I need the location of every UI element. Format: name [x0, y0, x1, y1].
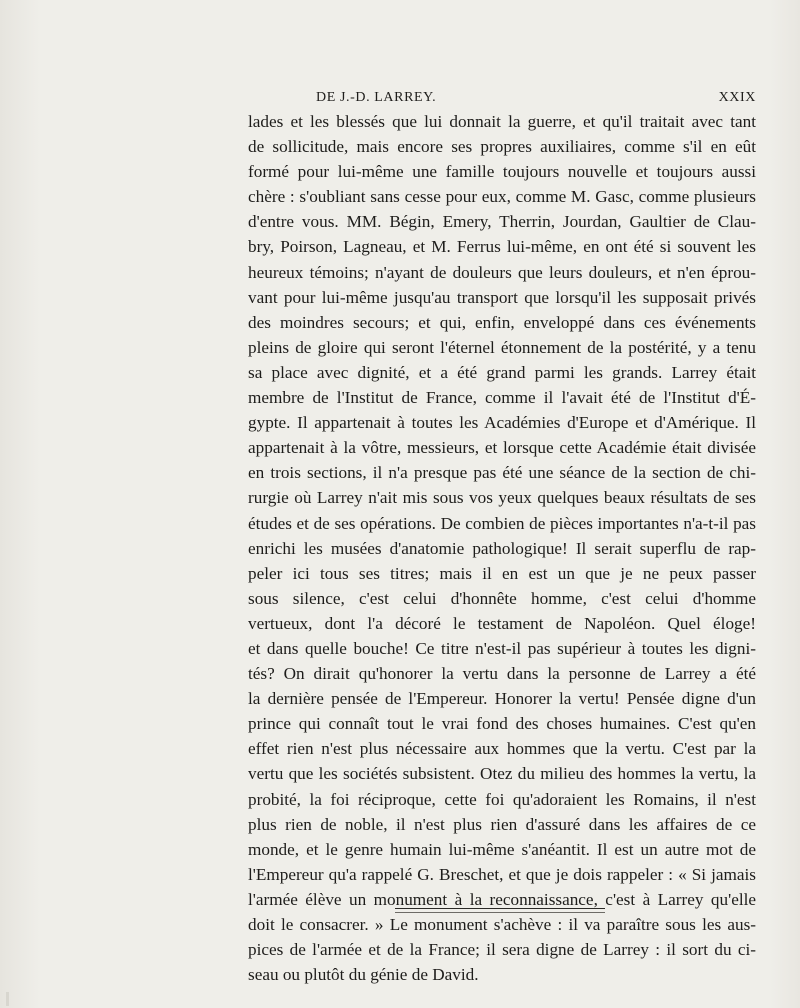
- text-line: doit le consacrer. » Le monument s'achève : il va paraître sous les aus-: [248, 915, 756, 934]
- text-line: probité, la foi réciproque, cette foi qu'adoraient les Romains, il n'est: [248, 789, 756, 809]
- body-paragraph: [248, 109, 756, 987]
- text-line: vertu que les sociétés subsistent. Otez du milieu des hommes la vertu, la: [248, 764, 756, 784]
- text-line: pleins de gloire qui seront l'éternel étonnement de la postérité, y a tenu: [248, 337, 756, 357]
- text-line: membre de l'Institut de France, comme il l'avait été de l'Institut d'É-: [248, 388, 756, 408]
- text-line: enrichi les musées d'anatomie pathologique! Il serait superflu de rap-: [248, 538, 756, 558]
- text-line: études et de ses opérations. De combien de pièces importantes n'a-t-il pas: [248, 513, 756, 533]
- page-edge-mark: [6, 992, 9, 1006]
- text-line: appartenait à la vôtre, messieurs, et lorsque cette Académie était divisée: [248, 438, 756, 458]
- text-line: effet rien n'est plus nécessaire aux hommes que la vertu. C'est par la: [248, 739, 756, 759]
- text-line: d'entre vous. MM. Bégin, Emery, Therrin, Jourdan, Gaultier de Clau-: [248, 212, 756, 232]
- running-title: DE J.-D. LARREY.: [316, 90, 437, 105]
- text-line: chère : s'oubliant sans cesse pour eux, comme M. Gasc, comme plusieurs: [248, 187, 756, 207]
- text-line: gypte. Il appartenait à toutes les Académies d'Europe et d'Amérique. Il: [248, 413, 756, 433]
- closing-rule: [395, 908, 605, 909]
- text-line: lades et les blessés que lui donnait la guerre, et qu'il traitait avec tant: [248, 112, 756, 131]
- text-line: l'armée élève un monument à la reconnaissance, c'est à Larrey qu'elle: [248, 889, 756, 909]
- text-line: monde, et le genre humain lui-même s'anéantit. Il est un autre mot de: [248, 839, 756, 859]
- text-line: peler ici tous ses titres; mais il en est un que je ne peux passer: [248, 563, 756, 583]
- text-line: et dans quelle bouche! Ce titre n'est-il pas supérieur à toutes les digni-: [248, 638, 756, 658]
- text-line: tés? On dirait qu'honorer la vertu dans la personne de Larrey a été: [248, 664, 756, 684]
- text-line: des moindres secours; et qui, enfin, enveloppé dans ces événements: [248, 312, 756, 332]
- text-line: prince qui connaît tout le vrai fond des choses humaines. C'est qu'en: [248, 714, 756, 734]
- text-line: rurgie où Larrey n'ait mis sous vos yeux quelques beaux résultats de ses: [248, 488, 756, 508]
- page-number: XXIX: [718, 90, 756, 105]
- text-line: sa place avec dignité, et a été grand parmi les grands. Larrey était: [248, 362, 756, 382]
- text-line: l'Empereur qu'a rappelé G. Breschet, et que je dois rappeler : « Si jamais: [248, 864, 756, 884]
- text-line: pices de l'armée et de la France; il sera digne de Larrey : il sort du ci-: [248, 940, 756, 960]
- text-line: en trois sections, il n'a presque pas été une séance de la section de chi-: [248, 463, 756, 483]
- text-line: sous silence, c'est celui d'honnête homme, c'est celui d'homme: [248, 588, 756, 608]
- text-line-last: seau ou plutôt du génie de David.: [248, 965, 479, 985]
- text-line: formé pour lui-même une famille toujours nouvelle et toujours aussi: [248, 162, 756, 182]
- text-line: vant pour lui-même jusqu'au transport que lorsqu'il les supposait privés: [248, 287, 756, 307]
- text-line: bry, Poirson, Lagneau, et M. Ferrus lui-même, en ont été si souvent les: [248, 237, 756, 257]
- text-line: plus rien de noble, il n'est plus rien d'assuré dans les affaires de ce: [248, 814, 756, 834]
- text-line: la dernière pensée de l'Empereur. Honorer la vertu! Pensée digne d'un: [248, 689, 756, 709]
- text-line: de sollicitude, mais encore ses propres auxiliaires, comme s'il en eût: [248, 137, 756, 157]
- text-line: heureux témoins; n'ayant de douleurs que leurs douleurs, et n'en éprou-: [248, 262, 756, 282]
- text-line: vertueux, dont l'a décoré le testament de Napoléon. Quel éloge!: [248, 613, 756, 633]
- closing-rule-secondary: [395, 912, 605, 913]
